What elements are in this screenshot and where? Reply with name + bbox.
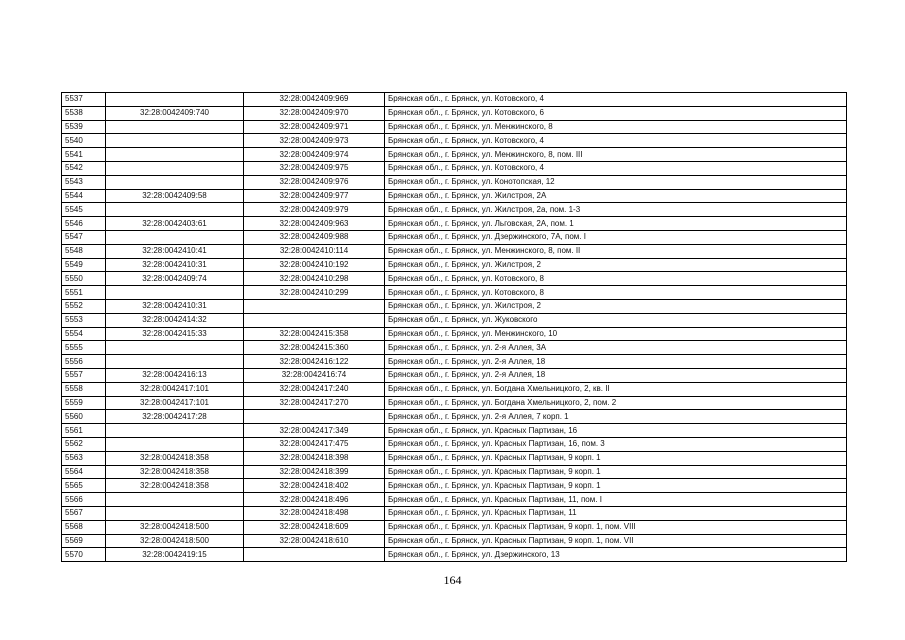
address-cell: Брянская обл., г. Брянск, ул. 2-я Аллея, 7 корп. 1 bbox=[385, 410, 847, 424]
parent-cadastral-number-cell: 32:28:0042410:41 bbox=[106, 244, 244, 258]
row-number-cell: 5545 bbox=[62, 203, 106, 217]
cadastral-number-cell: 32:28:0042409:979 bbox=[244, 203, 385, 217]
row-number-cell: 5547 bbox=[62, 230, 106, 244]
table-row bbox=[62, 148, 847, 162]
address-cell: Брянская обл., г. Брянск, ул. Менжинского, 10 bbox=[385, 327, 847, 341]
row-number-cell: 5563 bbox=[62, 451, 106, 465]
address-cell: Брянская обл., г. Брянск, ул. Красных Партизан, 16, пом. 3 bbox=[385, 437, 847, 451]
table-row bbox=[62, 355, 847, 369]
table-row bbox=[62, 382, 847, 396]
row-number-cell: 5555 bbox=[62, 341, 106, 355]
row-number-cell: 5564 bbox=[62, 465, 106, 479]
parent-cadastral-number-cell: 32:28:0042417:101 bbox=[106, 396, 244, 410]
parent-cadastral-number-cell: 32:28:0042417:101 bbox=[106, 382, 244, 396]
register-table-body bbox=[62, 93, 847, 562]
row-number-cell: 5560 bbox=[62, 410, 106, 424]
table-row bbox=[62, 161, 847, 175]
address-cell: Брянская обл., г. Брянск, ул. Дзержинского, 13 bbox=[385, 548, 847, 562]
row-number-cell: 5568 bbox=[62, 520, 106, 534]
row-number-cell: 5538 bbox=[62, 106, 106, 120]
cadastral-number-cell: 32:28:0042417:475 bbox=[244, 437, 385, 451]
parent-cadastral-number-cell: 32:28:0042419:15 bbox=[106, 548, 244, 562]
address-cell: Брянская обл., г. Брянск, ул. Менжинского, 8, пом. III bbox=[385, 148, 847, 162]
cadastral-number-cell: 32:28:0042418:498 bbox=[244, 506, 385, 520]
parent-cadastral-number-cell: 32:28:0042418:358 bbox=[106, 465, 244, 479]
cadastral-number-cell: 32:28:0042410:114 bbox=[244, 244, 385, 258]
cadastral-number-cell: 32:28:0042409:970 bbox=[244, 106, 385, 120]
table-row bbox=[62, 106, 847, 120]
parent-cadastral-number-cell bbox=[106, 148, 244, 162]
row-number-cell: 5540 bbox=[62, 134, 106, 148]
parent-cadastral-number-cell bbox=[106, 506, 244, 520]
table-row bbox=[62, 230, 847, 244]
row-number-cell: 5544 bbox=[62, 189, 106, 203]
cadastral-number-cell: 32:28:0042418:402 bbox=[244, 479, 385, 493]
row-number-cell: 5559 bbox=[62, 396, 106, 410]
table-row bbox=[62, 120, 847, 134]
cadastral-number-cell: 32:28:0042417:240 bbox=[244, 382, 385, 396]
cadastral-number-cell: 32:28:0042409:988 bbox=[244, 230, 385, 244]
address-cell: Брянская обл., г. Брянск, ул. Котовского, 4 bbox=[385, 93, 847, 107]
parent-cadastral-number-cell bbox=[106, 424, 244, 438]
table-row bbox=[62, 189, 847, 203]
row-number-cell: 5553 bbox=[62, 313, 106, 327]
cadastral-number-cell bbox=[244, 548, 385, 562]
cadastral-number-cell: 32:28:0042409:977 bbox=[244, 189, 385, 203]
table-row bbox=[62, 424, 847, 438]
address-cell: Брянская обл., г. Брянск, ул. 2-я Аллея, 3А bbox=[385, 341, 847, 355]
cadastral-number-cell: 32:28:0042418:496 bbox=[244, 493, 385, 507]
row-number-cell: 5542 bbox=[62, 161, 106, 175]
row-number-cell: 5554 bbox=[62, 327, 106, 341]
row-number-cell: 5570 bbox=[62, 548, 106, 562]
address-cell: Брянская обл., г. Брянск, ул. Котовского, 4 bbox=[385, 134, 847, 148]
table-row bbox=[62, 313, 847, 327]
cadastral-number-cell: 32:28:0042409:974 bbox=[244, 148, 385, 162]
table-row bbox=[62, 437, 847, 451]
address-cell: Брянская обл., г. Брянск, ул. 2-я Аллея, 18 bbox=[385, 355, 847, 369]
parent-cadastral-number-cell: 32:28:0042418:358 bbox=[106, 479, 244, 493]
parent-cadastral-number-cell: 32:28:0042414:32 bbox=[106, 313, 244, 327]
parent-cadastral-number-cell bbox=[106, 341, 244, 355]
address-cell: Брянская обл., г. Брянск, ул. Жилстроя, 2А bbox=[385, 189, 847, 203]
parent-cadastral-number-cell bbox=[106, 93, 244, 107]
row-number-cell: 5551 bbox=[62, 286, 106, 300]
parent-cadastral-number-cell bbox=[106, 175, 244, 189]
table-row bbox=[62, 327, 847, 341]
table-row bbox=[62, 244, 847, 258]
row-number-cell: 5566 bbox=[62, 493, 106, 507]
cadastral-number-cell: 32:28:0042410:192 bbox=[244, 258, 385, 272]
address-cell: Брянская обл., г. Брянск, ул. Красных Партизан, 9 корп. 1, пом. VII bbox=[385, 534, 847, 548]
table-row bbox=[62, 93, 847, 107]
address-cell: Брянская обл., г. Брянск, ул. Котовского, 8 bbox=[385, 286, 847, 300]
cadastral-number-cell: 32:28:0042415:360 bbox=[244, 341, 385, 355]
row-number-cell: 5550 bbox=[62, 272, 106, 286]
address-cell: Брянская обл., г. Брянск, ул. Менжинского, 8 bbox=[385, 120, 847, 134]
cadastral-number-cell bbox=[244, 410, 385, 424]
cadastral-number-cell: 32:28:0042418:399 bbox=[244, 465, 385, 479]
page-number: 164 bbox=[443, 573, 462, 587]
parent-cadastral-number-cell: 32:28:0042415:33 bbox=[106, 327, 244, 341]
row-number-cell: 5537 bbox=[62, 93, 106, 107]
cadastral-number-cell: 32:28:0042409:976 bbox=[244, 175, 385, 189]
cadastral-number-cell: 32:28:0042418:398 bbox=[244, 451, 385, 465]
address-cell: Брянская обл., г. Брянск, ул. Красных Партизан, 9 корп. 1, пом. VIII bbox=[385, 520, 847, 534]
table-row bbox=[62, 479, 847, 493]
address-cell: Брянская обл., г. Брянск, ул. Богдана Хмельницкого, 2, кв. II bbox=[385, 382, 847, 396]
table-row bbox=[62, 341, 847, 355]
address-cell: Брянская обл., г. Брянск, ул. Красных Партизан, 11 bbox=[385, 506, 847, 520]
cadastral-number-cell: 32:28:0042409:973 bbox=[244, 134, 385, 148]
parent-cadastral-number-cell bbox=[106, 493, 244, 507]
parent-cadastral-number-cell: 32:28:0042418:358 bbox=[106, 451, 244, 465]
parent-cadastral-number-cell bbox=[106, 437, 244, 451]
parent-cadastral-number-cell bbox=[106, 120, 244, 134]
row-number-cell: 5567 bbox=[62, 506, 106, 520]
cadastral-number-cell: 32:28:0042409:969 bbox=[244, 93, 385, 107]
cadastral-number-cell: 32:28:0042417:349 bbox=[244, 424, 385, 438]
address-cell: Брянская обл., г. Брянск, ул. Красных Партизан, 16 bbox=[385, 424, 847, 438]
address-cell: Брянская обл., г. Брянск, ул. Красных Партизан, 9 корп. 1 bbox=[385, 465, 847, 479]
parent-cadastral-number-cell bbox=[106, 230, 244, 244]
table-row bbox=[62, 217, 847, 231]
table-row bbox=[62, 548, 847, 562]
parent-cadastral-number-cell: 32:28:0042410:31 bbox=[106, 299, 244, 313]
table-row bbox=[62, 272, 847, 286]
table-row bbox=[62, 410, 847, 424]
cadastral-number-cell: 32:28:0042415:358 bbox=[244, 327, 385, 341]
parent-cadastral-number-cell bbox=[106, 355, 244, 369]
address-cell: Брянская обл., г. Брянск, ул. Конотопская, 12 bbox=[385, 175, 847, 189]
parent-cadastral-number-cell bbox=[106, 134, 244, 148]
cadastral-number-cell: 32:28:0042416:74 bbox=[244, 368, 385, 382]
row-number-cell: 5556 bbox=[62, 355, 106, 369]
address-cell: Брянская обл., г. Брянск, ул. Котовского, 8 bbox=[385, 272, 847, 286]
parent-cadastral-number-cell: 32:28:0042409:58 bbox=[106, 189, 244, 203]
address-cell: Брянская обл., г. Брянск, ул. Котовского, 4 bbox=[385, 161, 847, 175]
address-cell: Брянская обл., г. Брянск, ул. Богдана Хмельницкого, 2, пом. 2 bbox=[385, 396, 847, 410]
parent-cadastral-number-cell: 32:28:0042409:740 bbox=[106, 106, 244, 120]
cadastral-number-cell: 32:28:0042410:299 bbox=[244, 286, 385, 300]
table-row bbox=[62, 368, 847, 382]
address-cell: Брянская обл., г. Брянск, ул. Жилстроя, 2 bbox=[385, 258, 847, 272]
row-number-cell: 5539 bbox=[62, 120, 106, 134]
table-row bbox=[62, 534, 847, 548]
table-row bbox=[62, 520, 847, 534]
cadastral-number-cell: 32:28:0042418:610 bbox=[244, 534, 385, 548]
row-number-cell: 5561 bbox=[62, 424, 106, 438]
parent-cadastral-number-cell: 32:28:0042417:28 bbox=[106, 410, 244, 424]
table-row bbox=[62, 286, 847, 300]
parent-cadastral-number-cell bbox=[106, 161, 244, 175]
row-number-cell: 5549 bbox=[62, 258, 106, 272]
cadastral-number-cell: 32:28:0042409:975 bbox=[244, 161, 385, 175]
parent-cadastral-number-cell: 32:28:0042418:500 bbox=[106, 520, 244, 534]
row-number-cell: 5558 bbox=[62, 382, 106, 396]
row-number-cell: 5557 bbox=[62, 368, 106, 382]
parent-cadastral-number-cell: 32:28:0042410:31 bbox=[106, 258, 244, 272]
row-number-cell: 5543 bbox=[62, 175, 106, 189]
address-cell: Брянская обл., г. Брянск, ул. Менжинского, 8, пом. II bbox=[385, 244, 847, 258]
address-cell: Брянская обл., г. Брянск, ул. Дзержинского, 7А, пом. I bbox=[385, 230, 847, 244]
cadastral-number-cell: 32:28:0042418:609 bbox=[244, 520, 385, 534]
row-number-cell: 5569 bbox=[62, 534, 106, 548]
address-cell: Брянская обл., г. Брянск, ул. Красных Партизан, 11, пом. I bbox=[385, 493, 847, 507]
address-cell: Брянская обл., г. Брянск, ул. Красных Партизан, 9 корп. 1 bbox=[385, 479, 847, 493]
parent-cadastral-number-cell bbox=[106, 203, 244, 217]
parent-cadastral-number-cell: 32:28:0042403:61 bbox=[106, 217, 244, 231]
cadastral-number-cell: 32:28:0042409:963 bbox=[244, 217, 385, 231]
table-row bbox=[62, 451, 847, 465]
address-cell: Брянская обл., г. Брянск, ул. Льговская, 2А, пом. 1 bbox=[385, 217, 847, 231]
parent-cadastral-number-cell: 32:28:0042416:13 bbox=[106, 368, 244, 382]
cadastral-number-cell: 32:28:0042417:270 bbox=[244, 396, 385, 410]
table-row bbox=[62, 465, 847, 479]
cadastral-number-cell: 32:28:0042416:122 bbox=[244, 355, 385, 369]
address-cell: Брянская обл., г. Брянск, ул. 2-я Аллея, 18 bbox=[385, 368, 847, 382]
table-row bbox=[62, 396, 847, 410]
parent-cadastral-number-cell: 32:28:0042409:74 bbox=[106, 272, 244, 286]
row-number-cell: 5541 bbox=[62, 148, 106, 162]
address-cell: Брянская обл., г. Брянск, ул. Жилстроя, 2а, пом. 1-3 bbox=[385, 203, 847, 217]
table-row bbox=[62, 175, 847, 189]
table-row bbox=[62, 258, 847, 272]
property-register-table bbox=[61, 92, 847, 562]
row-number-cell: 5562 bbox=[62, 437, 106, 451]
cadastral-number-cell bbox=[244, 313, 385, 327]
address-cell: Брянская обл., г. Брянск, ул. Жуковского bbox=[385, 313, 847, 327]
cadastral-number-cell bbox=[244, 299, 385, 313]
address-cell: Брянская обл., г. Брянск, ул. Жилстроя, 2 bbox=[385, 299, 847, 313]
row-number-cell: 5546 bbox=[62, 217, 106, 231]
table-row bbox=[62, 493, 847, 507]
parent-cadastral-number-cell bbox=[106, 286, 244, 300]
table-row bbox=[62, 134, 847, 148]
table-row bbox=[62, 203, 847, 217]
row-number-cell: 5552 bbox=[62, 299, 106, 313]
table-row bbox=[62, 506, 847, 520]
table-row bbox=[62, 299, 847, 313]
parent-cadastral-number-cell: 32:28:0042418:500 bbox=[106, 534, 244, 548]
cadastral-number-cell: 32:28:0042409:971 bbox=[244, 120, 385, 134]
address-cell: Брянская обл., г. Брянск, ул. Котовского, 6 bbox=[385, 106, 847, 120]
row-number-cell: 5548 bbox=[62, 244, 106, 258]
cadastral-number-cell: 32:28:0042410:298 bbox=[244, 272, 385, 286]
row-number-cell: 5565 bbox=[62, 479, 106, 493]
address-cell: Брянская обл., г. Брянск, ул. Красных Партизан, 9 корп. 1 bbox=[385, 451, 847, 465]
